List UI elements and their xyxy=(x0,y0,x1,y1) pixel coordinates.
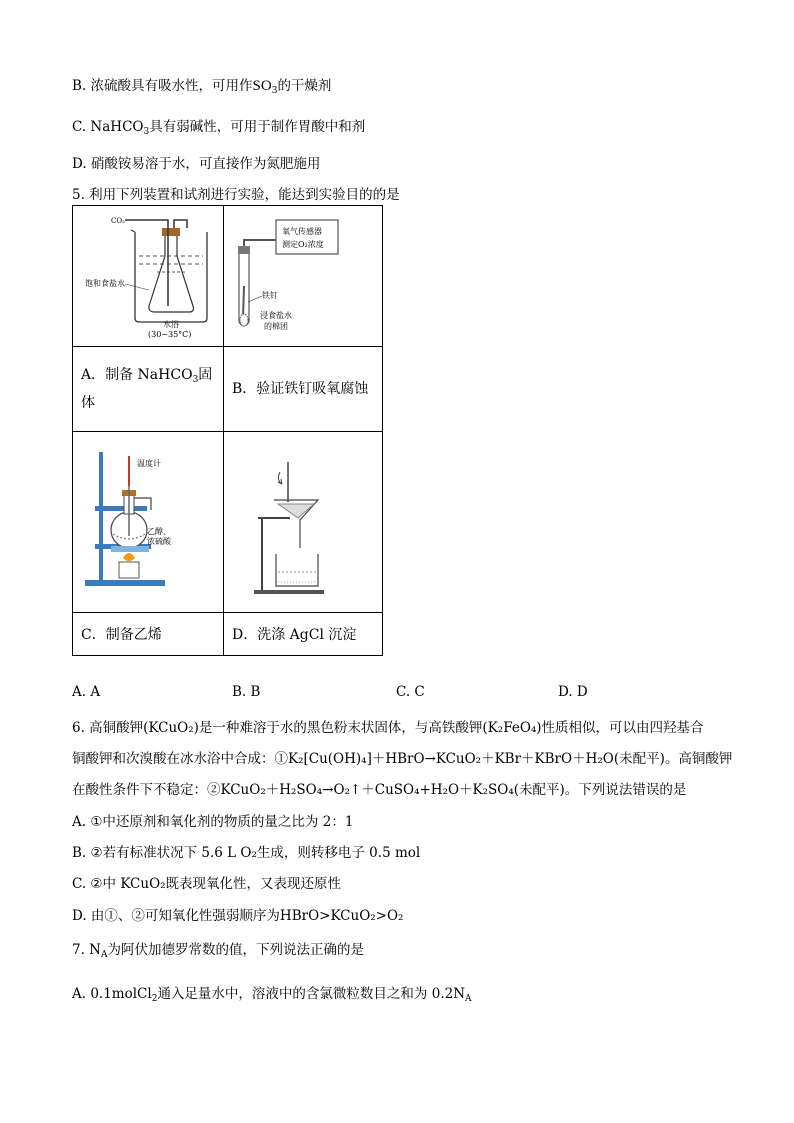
apparatus-c-caption: C．制备乙烯 xyxy=(73,613,224,656)
svg-text:铁钉: 铁钉 xyxy=(262,291,278,300)
q5-stem: 5. 利用下列装置和试剂进行实验，能达到实验目的的是 xyxy=(72,187,400,203)
svg-text:测定O₂浓度: 测定O₂浓度 xyxy=(282,240,324,249)
svg-text:(30~35°C): (30~35°C) xyxy=(148,330,192,339)
apparatus-c-image xyxy=(73,432,224,613)
svg-text:乙醇、: 乙醇、 xyxy=(147,527,171,536)
apparatus-d-caption: D．洗涤 AgCl 沉淀 xyxy=(224,613,383,656)
q6-option-a: A. ①中还原剂和氧化剂的物质的量之比为 2：1 xyxy=(72,814,354,830)
svg-text:CO₂: CO₂ xyxy=(111,217,125,225)
q6-stem-line-1: 6. 高铜酸钾(KCuO₂)是一种难溶于水的黑色粉末状固体，与高铁酸钾(K₂FeO₄)性质相似，可以由四羟基合 xyxy=(72,720,704,736)
svg-text:氧气传感器: 氧气传感器 xyxy=(282,227,322,236)
q6-option-d: D. 由①、②可知氧化性强弱顺序为HBrO>KCuO₂>O₂ xyxy=(72,908,404,924)
apparatus-b-caption: B．验证铁钉吸氧腐蚀 xyxy=(224,347,383,432)
q7-option-a: A. 0.1molCl$_2$通入足量水中，溶液中的含氯微粒数目之和为 $0.2N_A$ xyxy=(72,986,472,1004)
q6-option-c: C. ②中 KCuO₂既表现氧化性，又表现还原性 xyxy=(72,876,342,892)
q7-stem: 7. $N_A$为阿伏加德罗常数的值，下列说法正确的是 xyxy=(72,942,364,960)
q4-option-b: B. 浓硫酸具有吸水性，可用作$SO_3$的干燥剂 xyxy=(72,78,332,96)
q5-choice-d: D. D xyxy=(558,684,588,700)
q6-stem-line-2: 铜酸钾和次溴酸在冰水浴中合成：①K₂[Cu(OH)₄]＋HBrO→KCuO₂＋KBr＋KBrO＋H₂O(未配平)。高铜酸钾 xyxy=(72,751,733,767)
svg-text:温度计: 温度计 xyxy=(137,459,161,468)
q4-option-c: C. NaHCO$_3$具有弱碱性，可用于制作胃酸中和剂 xyxy=(72,119,366,137)
q6-stem-line-3: 在酸性条件下不稳定：②KCuO₂＋H₂SO₄→O₂↑＋CuSO₄+H₂O＋K₂SO₄(未配平)。下列说法错误的是 xyxy=(72,782,687,798)
svg-text:水浴: 水浴 xyxy=(163,320,179,329)
apparatus-a-image xyxy=(73,206,224,347)
apparatus-a-caption: A．制备 NaHCO$_3$固 体 xyxy=(73,347,224,432)
q4-option-d: D. 硝酸铵易溶于水，可直接作为氮肥施用 xyxy=(72,156,321,172)
apparatus-d-image xyxy=(224,432,383,613)
svg-text:浓硫酸: 浓硫酸 xyxy=(147,537,171,546)
q6-option-b: B. ②若有标准状况下 5.6 L O₂生成，则转移电子 0.5 mol xyxy=(72,845,421,861)
q5-choice-c: C. C xyxy=(396,684,425,700)
apparatus-table xyxy=(72,205,383,656)
apparatus-b-image xyxy=(224,206,383,347)
q5-choice-b: B. B xyxy=(232,684,261,700)
svg-text:的棉团: 的棉团 xyxy=(264,322,288,331)
svg-text:饱和食盐水: 饱和食盐水 xyxy=(85,279,125,288)
svg-text:浸食盐水: 浸食盐水 xyxy=(260,311,292,320)
q5-choice-a: A. A xyxy=(72,684,101,700)
